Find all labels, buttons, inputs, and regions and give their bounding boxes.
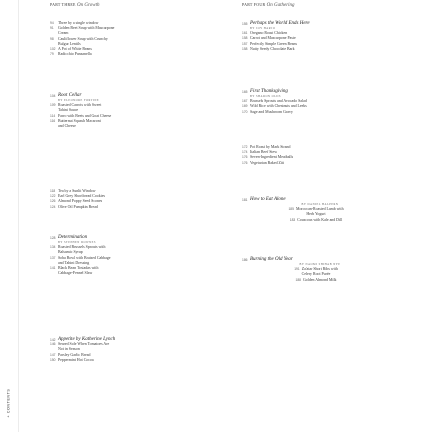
entry-title: Roasted Carrots with Sweet [58,103,102,108]
toc-group [50,21,198,57]
toc-group [242,145,390,166]
toc-list [242,267,390,283]
entry-title: Determination [58,235,88,240]
margin-rule [18,0,19,432]
toc-group [242,257,390,283]
toc-recipe-entry[interactable] [242,218,390,223]
toc-recipe-entry[interactable] [50,52,198,57]
entry-title: Pot Roast by Mark Strand [250,145,291,149]
page-number: 137 [50,255,56,260]
entry-title: Burning the Old Year [250,257,293,262]
entry-title: Radicchio Panzanella [58,52,92,57]
part-four-title: On Gathering [266,3,295,8]
entry-title: Oregano Roast Chicken [250,31,288,36]
toc-recipe-entry[interactable] [242,161,390,166]
entry-title: Olive Oil Pumpkin Bread [58,204,98,209]
entry-title: Seared Sole When Tomatoes Are [58,342,110,347]
page-number: 158 [242,46,248,51]
entry-title: Golden Almond Milk [303,277,337,282]
entry-title: Root Cellar [58,93,82,98]
toc-group [50,235,198,276]
entry-title: Bulgur Lentils [58,41,81,46]
page-number: 122 [50,194,56,199]
entry-title: Moroccan-Roasted Lamb with [295,207,344,212]
entry-title: Celery Root Purée [301,272,331,277]
page-number: 91 [50,26,54,31]
page-number: 94 [50,21,54,25]
page-number: 183 [289,217,296,222]
toc-list [50,189,198,210]
entry-title: Herb Yogurt [306,212,326,217]
toc-list [50,245,198,276]
entry-title: Soba Bowl with Braised Cabbage [58,255,111,260]
toc-group [50,93,198,129]
section-author: BY SHARON OLDS [250,95,281,99]
entry-title: Tea by a Sunlit Window [58,189,96,193]
toc-recipe-entry[interactable] [50,205,198,210]
entry-title: Not in Season [58,347,80,352]
contents-side-tab-label: + CONTENTS [6,388,10,418]
section-author: BY DANIEL HALPERN [301,203,339,207]
toc-group [242,197,390,223]
section-author: BY NAOMI SHIHAB NYE [299,263,341,267]
page-number: 114 [50,113,56,118]
toc-section-entry[interactable] [242,257,390,262]
page-number: 155 [242,22,248,26]
entry-title: How to Eat Alone [250,197,286,202]
page-number: 146 [50,342,56,347]
toc-list [242,145,390,166]
page-number: 134 [50,245,56,250]
page-number: 170 [242,109,248,114]
page-number: 185 [288,207,294,212]
toc-list [242,21,390,26]
page-number: 167 [242,99,248,104]
page-number: 118 [50,189,56,193]
page-number: 109 [50,103,56,108]
part-three-title: On Growth [77,3,100,8]
page-number: 141 [50,266,56,271]
entry-title: Za'atar Short Ribs with [301,267,338,272]
entry-title: Cabbage-Fennel Slaw [58,271,93,276]
entry-title: First Thanksgiving [250,89,288,94]
entry-title: Black Bean Tostadas with [58,266,99,271]
entry-title: Cream [58,31,69,36]
toc-list [50,21,198,57]
toc-recipe-entry[interactable] [50,124,198,129]
page-number: 79 [50,52,54,57]
toc-group [50,337,198,363]
toc-recipe-entry[interactable] [242,110,390,115]
page-number: 98 [50,36,54,41]
toc-column-part-four [242,3,390,282]
page-number: 102 [50,47,56,52]
page-number: 126 [50,199,56,204]
entry-title: Balsamic Syrup [58,250,83,255]
toc-recipe-entry[interactable] [50,271,198,276]
entry-title: A Pot of White Beans [58,47,92,52]
entry-title: Carrot and Mascarpone Paste [250,36,296,41]
entry-title: Peppermint Hot Cocoa [58,357,94,362]
entry-title: Earl Grey Shortbread Cookies [58,194,105,199]
toc-list [50,93,198,98]
page-number: 191 [294,267,300,272]
contents-side-tab[interactable] [0,382,16,424]
entry-title: Three by a single window [58,21,99,25]
page-number: 157 [242,41,248,46]
part-four-header [242,3,390,8]
page-number: 124 [50,204,56,209]
page-number: 169 [242,104,248,109]
entry-title: Farro with Beets and Goat Cheese [58,113,112,118]
entry-title: Cauliflower Soup with Crunchy [58,36,108,41]
entry-title: and Tahini Dressing [58,260,90,265]
entry-title: Appetite by Katherine Lynch [58,337,116,342]
entry-title: Roasted Brussels Sprouts with [58,245,106,250]
page-number: 147 [50,352,56,357]
toc-list [50,103,198,129]
entry-title: Tahini Sauce [58,108,79,113]
page-number: 116 [50,118,56,123]
entry-title: Seven-Ingredient Meatballs [250,155,294,160]
toc-list [242,99,390,115]
part-three-label: PART THREE [50,3,76,7]
toc-section-entry[interactable] [50,93,198,98]
entry-title: Nutty Seedy Chocolate Bark [250,46,295,51]
toc-list [50,337,198,363]
toc-recipe-entry[interactable] [242,47,390,52]
entry-title: Golden Beet Soup with Mascarpone [58,26,115,31]
page-number: 165 [242,90,248,94]
page-number: 186 [242,258,248,262]
entry-title: Couscous with Kale and Dill [297,217,343,222]
toc-section-entry[interactable] [242,89,390,94]
page-number: 128 [50,236,56,240]
entry-title: Italian Beef Stew [250,150,278,155]
page-number: 158 [242,36,248,41]
toc-section-entry[interactable] [50,235,198,240]
page-number: 181 [242,198,248,202]
toc-list [242,197,390,202]
entry-title: and Cheese [58,124,76,129]
entry-title: Wild Rice with Chestnuts and Leeks [250,104,307,109]
part-four-label: PART FOUR [242,3,266,7]
toc-list [242,89,390,94]
toc-recipe-entry[interactable] [242,278,390,283]
toc-group [242,21,390,52]
toc-column-part-three [50,3,198,362]
section-author: BY STEPHEN DOWNES [58,241,96,245]
toc-list [50,235,198,240]
page-number: 174 [242,150,248,155]
entry-title: Almond Poppy Seed Scones [58,199,103,204]
toc-section-entry[interactable] [242,197,390,202]
entry-title: Butternut Squash Macaroni [58,118,101,123]
part-three-header [50,3,198,8]
page-number: 188 [295,277,301,282]
entry-title: Brussels Sprouts and Avocado Salad [250,99,307,104]
toc-recipe-entry[interactable] [50,358,198,363]
entry-title: Perfectly Simple Green Beans [250,41,297,46]
page-number: 176 [242,160,248,165]
entry-title: Vegetarian Baked Ziti [250,160,285,165]
entry-title: Sage and Mushroom Gravy [250,109,293,114]
page-number: 142 [50,338,56,342]
page-number: 161 [242,31,248,36]
section-author: BY ELEONORE FORTINE [58,99,100,103]
entry-title: Perhaps the World Ends Here [250,21,310,26]
toc-list [242,31,390,52]
entry-title: Parsley Garlic Bread [58,352,91,357]
toc-list [242,207,390,223]
toc-list [242,257,390,262]
toc-group [50,189,198,210]
section-author: BY JOY HARJO [250,27,276,31]
toc-section-entry[interactable] [242,21,390,26]
page-number: 172 [242,145,248,149]
toc-group [242,89,390,115]
page-number: 104 [50,94,56,98]
page-number: 176 [242,155,248,160]
page-number: 150 [50,357,56,362]
